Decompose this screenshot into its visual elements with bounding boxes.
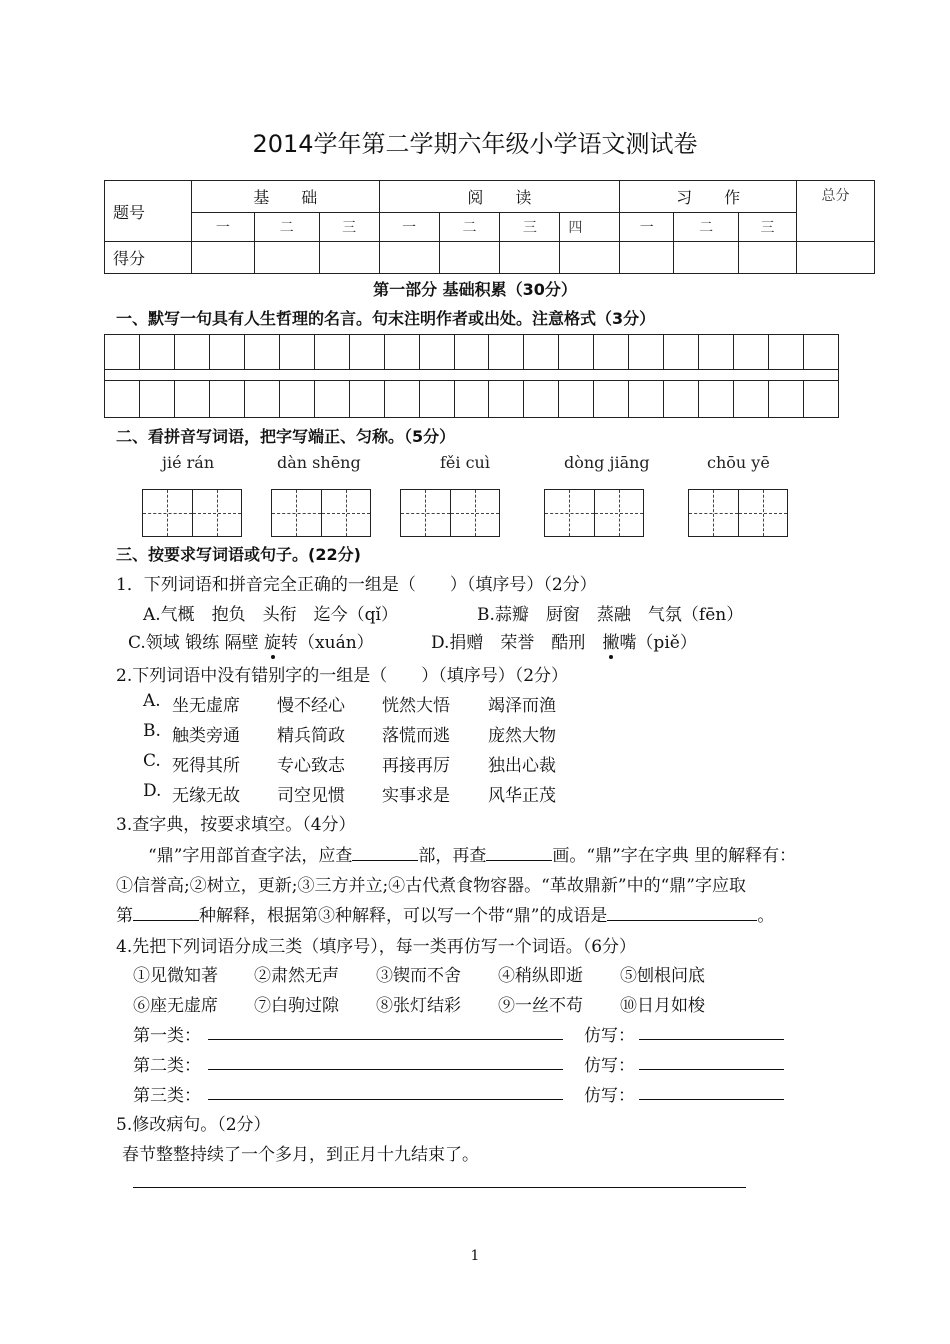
pinyin-3: fěi cuì bbox=[440, 453, 490, 472]
q3-1-option-a: A.气概 抱负 头衔 迄今（qǐ） bbox=[143, 605, 398, 625]
score-entry-cell[interactable] bbox=[191, 242, 254, 274]
answer-blank[interactable] bbox=[352, 842, 418, 861]
tian-grid-4[interactable] bbox=[544, 489, 644, 537]
category-2-label: 第二类： bbox=[133, 1056, 201, 1076]
answer-blank[interactable] bbox=[607, 902, 757, 921]
score-entry-cell[interactable] bbox=[797, 242, 875, 274]
category-2-blank[interactable] bbox=[208, 1069, 563, 1070]
q3-5-sentence: 春节整整持续了一个多月，到正月十九结束了。 bbox=[122, 1145, 479, 1165]
score-table-header-label: 题号 bbox=[105, 181, 192, 242]
emphasis-char: 旋 bbox=[264, 628, 281, 653]
q3-1-option-d: D.捐赠 荣誉 酷刑 撇嘴（piě） bbox=[431, 628, 697, 653]
score-entry-cell[interactable] bbox=[560, 242, 620, 274]
q3-5-stem: 5.修改病句。（2分） bbox=[116, 1115, 271, 1135]
answer-blank[interactable] bbox=[486, 842, 552, 861]
imitate-1-blank[interactable] bbox=[639, 1039, 784, 1040]
q3-2-word: 实事求是 bbox=[382, 786, 450, 806]
category-3-label: 第三类： bbox=[133, 1086, 201, 1106]
q3-2-word: 竭泽而渔 bbox=[488, 696, 556, 716]
q3-4-word: ①见微知著 bbox=[133, 966, 218, 986]
tian-grid-3[interactable] bbox=[400, 489, 500, 537]
score-table-reading: 阅 读 bbox=[379, 181, 620, 213]
q3-4-word: ⑨一丝不苟 bbox=[498, 996, 583, 1016]
q3-2-word: 专心致志 bbox=[277, 756, 345, 776]
score-entry-cell[interactable] bbox=[439, 242, 500, 274]
score-table-total: 总分 bbox=[797, 181, 875, 242]
score-entry-cell[interactable] bbox=[379, 242, 439, 274]
q3-3-line2: ①信誉高;②树立，更新;③三方并立;④古代煮食物容器。“革故鼎新”中的“鼎”字应取 bbox=[116, 876, 746, 896]
q1-title: 一、默写一句具有人生哲理的名言。句末注明作者或出处。注意格式（3分） bbox=[116, 309, 656, 328]
score-entry-cell[interactable] bbox=[674, 242, 739, 274]
imitate-label: 仿写： bbox=[584, 1056, 635, 1076]
q3-3-line1: “鼎”字用部首查字法，应查 部，再查 画。“鼎”字在字典 里的解释有： bbox=[148, 841, 796, 866]
q3-2-word: 慢不经心 bbox=[277, 696, 345, 716]
page-title: 2014学年第二学期六年级小学语文测试卷 bbox=[252, 130, 698, 158]
imitate-3-blank[interactable] bbox=[639, 1099, 784, 1100]
tian-grid-5[interactable] bbox=[688, 489, 788, 537]
writing-grid-row-2[interactable] bbox=[104, 380, 839, 418]
q3-3-line3: 第 种解释，根据第③种解释，可以写一个带“鼎”的成语是 。 bbox=[116, 901, 774, 926]
score-table bbox=[104, 180, 875, 274]
score-sub-cell: 二 bbox=[674, 213, 739, 242]
q3-4-stem: 4.先把下列词语分成三类（填序号），每一类再仿写一个词语。（6分） bbox=[116, 937, 637, 957]
q3-2-word: 死得其所 bbox=[172, 756, 240, 776]
q3-2-word: 再接再厉 bbox=[382, 756, 450, 776]
q3-4-word: ⑤刨根问底 bbox=[620, 966, 705, 986]
score-sub-cell: 一 bbox=[620, 213, 674, 242]
q3-4-word: ②肃然无声 bbox=[254, 966, 339, 986]
tian-grid-1[interactable] bbox=[142, 489, 242, 537]
emphasis-char: 撇 bbox=[602, 628, 619, 653]
q3-2-option-label: B. bbox=[143, 721, 161, 741]
score-sub-cell: 三 bbox=[500, 213, 560, 242]
q3-2-word: 司空见惯 bbox=[277, 786, 345, 806]
category-1-blank[interactable] bbox=[208, 1039, 563, 1040]
q3-1-stem: 1．下列词语和拼音完全正确的一组是（ ）（填序号）（2分） bbox=[116, 575, 597, 595]
score-entry-cell[interactable] bbox=[739, 242, 797, 274]
score-row-label: 得分 bbox=[105, 242, 192, 274]
score-entry-cell[interactable] bbox=[254, 242, 319, 274]
category-1-label: 第一类： bbox=[133, 1026, 201, 1046]
q3-2-word: 精兵简政 bbox=[277, 726, 345, 746]
q3-4-word: ③锲而不舍 bbox=[376, 966, 461, 986]
q3-2-word: 触类旁通 bbox=[172, 726, 240, 746]
score-entry-cell[interactable] bbox=[500, 242, 560, 274]
q3-title: 三、按要求写词语或句子。(22分) bbox=[116, 545, 361, 564]
q3-4-word: ⑦白驹过隙 bbox=[254, 996, 339, 1016]
q3-4-word: ⑥座无虚席 bbox=[133, 996, 218, 1016]
score-sub-cell: 二 bbox=[254, 213, 319, 242]
answer-blank[interactable] bbox=[133, 902, 199, 921]
q3-1-option-b: B.蒜瓣 厨窗 蒸融 气氛（fēn） bbox=[477, 605, 744, 625]
q3-2-option-label: D. bbox=[143, 781, 162, 801]
score-sub-cell: 一 bbox=[379, 213, 439, 242]
tian-grid-2[interactable] bbox=[271, 489, 371, 537]
writing-grid-gap bbox=[104, 370, 839, 380]
score-sub-cell: 四 bbox=[560, 213, 620, 242]
part1-title: 第一部分 基础积累（30分） bbox=[373, 280, 577, 299]
score-entry-cell[interactable] bbox=[620, 242, 674, 274]
q3-2-word: 落慌而逃 bbox=[382, 726, 450, 746]
category-3-blank[interactable] bbox=[208, 1099, 563, 1100]
q3-2-word: 独出心裁 bbox=[488, 756, 556, 776]
q3-2-option-label: C. bbox=[143, 751, 161, 771]
q3-4-word: ⑧张灯结彩 bbox=[376, 996, 461, 1016]
score-table-writing: 习 作 bbox=[620, 181, 797, 213]
writing-grid-row-1[interactable] bbox=[104, 334, 839, 370]
imitate-label: 仿写： bbox=[584, 1026, 635, 1046]
q3-2-word: 坐无虚席 bbox=[172, 696, 240, 716]
q3-5-answer-line[interactable] bbox=[133, 1187, 746, 1188]
q3-2-word: 风华正茂 bbox=[488, 786, 556, 806]
q3-2-word: 恍然大悟 bbox=[382, 696, 450, 716]
q3-1-option-c: C.领域 锻练 隔壁 旋转（xuán） bbox=[128, 628, 374, 653]
imitate-2-blank[interactable] bbox=[639, 1069, 784, 1070]
imitate-label: 仿写： bbox=[584, 1086, 635, 1106]
page-number: 1 bbox=[470, 1248, 480, 1264]
score-sub-cell: 一 bbox=[191, 213, 254, 242]
q2-title: 二、看拼音写词语，把字写端正、匀称。（5分） bbox=[116, 427, 456, 446]
pinyin-1: jié rán bbox=[162, 453, 215, 472]
q3-2-stem: 2.下列词语中没有错别字的一组是（ ）（填序号）（2分） bbox=[116, 666, 569, 686]
pinyin-2: dàn shēng bbox=[277, 453, 361, 472]
score-sub-cell: 二 bbox=[439, 213, 500, 242]
score-table-basic: 基 础 bbox=[191, 181, 379, 213]
score-sub-cell: 三 bbox=[739, 213, 797, 242]
score-entry-cell[interactable] bbox=[319, 242, 379, 274]
q3-2-option-label: A. bbox=[143, 691, 161, 711]
q3-2-word: 庞然大物 bbox=[488, 726, 556, 746]
q3-2-word: 无缘无故 bbox=[172, 786, 240, 806]
score-sub-cell: 三 bbox=[319, 213, 379, 242]
q3-4-word: ④稍纵即逝 bbox=[498, 966, 583, 986]
pinyin-4: dòng jiāng bbox=[564, 453, 650, 472]
q3-3-stem: 3.查字典，按要求填空。（4分） bbox=[116, 815, 356, 835]
q3-4-word: ⑩日月如梭 bbox=[620, 996, 705, 1016]
pinyin-5: chōu yē bbox=[707, 453, 770, 472]
